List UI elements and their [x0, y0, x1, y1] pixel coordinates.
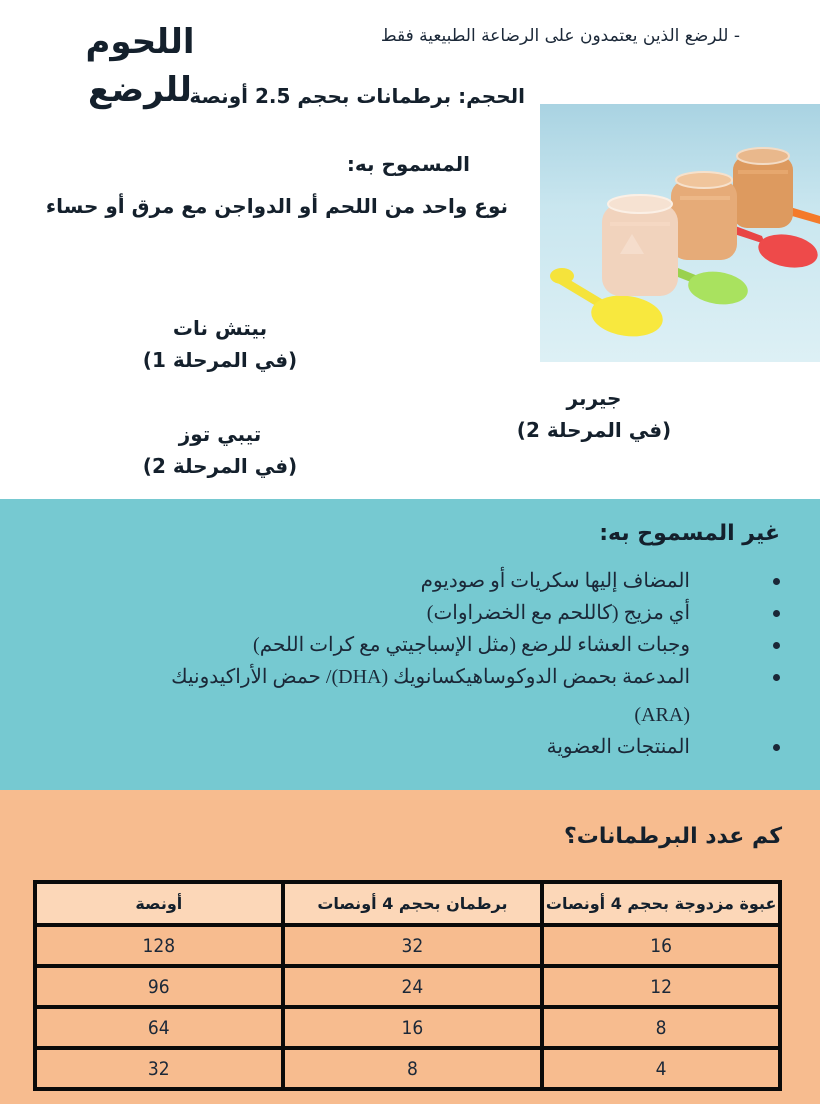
list-item-continuation: (ARA) — [634, 704, 690, 726]
allowed-text: نوع واحد من اللحم أو الدواجن مع مرق أو حساء — [45, 194, 508, 218]
jars-illustration — [540, 104, 820, 362]
list-item-text: المنتجات العضوية — [546, 736, 690, 758]
list-item — [2, 629, 782, 661]
table-cell: 16 — [283, 1007, 543, 1048]
table-cell: 8 — [542, 1007, 780, 1048]
list-item-text: المدعمة بحمض الدوكوساهيكسانويك (DHA)/ حمض الأراكيدونيك — [171, 666, 690, 688]
brand-tippytoes — [110, 418, 330, 482]
page-title: اللحوم للرضع — [85, 23, 195, 109]
jar-count-section — [0, 790, 820, 1104]
brand-stage: (في المرحلة 2) — [516, 418, 672, 442]
not-allowed-heading: غير المسموح به: — [599, 521, 780, 546]
list-item — [2, 731, 782, 763]
table-cell: 32 — [283, 925, 543, 966]
not-allowed-list — [2, 565, 782, 763]
column-header-double-pack: عبوة مزدوجة بحجم 4 أونصات — [542, 882, 780, 925]
table-cell: 4 — [542, 1048, 780, 1089]
bullet-icon — [773, 578, 780, 585]
list-item — [2, 565, 782, 597]
table-row — [35, 966, 780, 1007]
table-cell: 96 — [35, 966, 283, 1007]
list-item-text: وجبات العشاء للرضع (مثل الإسباجيتي مع كرات اللحم) — [253, 634, 690, 656]
brand-gerber — [484, 382, 704, 446]
brand-name: بيتش نات — [172, 316, 268, 340]
column-header-4oz-jar: برطمان بحجم 4 أونصات — [283, 882, 543, 925]
subtitle: - للرضع الذين يعتمدون على الرضاعة الطبيعية فقط — [380, 26, 740, 46]
table-cell: 24 — [283, 966, 543, 1007]
jar-count-heading: كم عدد البرطمانات؟ — [564, 824, 782, 849]
brand-name: جيربر — [566, 386, 622, 410]
size-info: الحجم: برطمانات بحجم 2.5 أونصة — [189, 84, 525, 108]
table-cell: 8 — [283, 1048, 543, 1089]
jar-count-table — [33, 880, 782, 1091]
table-cell: 12 — [542, 966, 780, 1007]
baby-food-jars-photo — [540, 104, 820, 362]
table-row — [35, 1007, 780, 1048]
table-cell: 128 — [35, 925, 283, 966]
bullet-icon — [773, 610, 780, 617]
list-item-text: أي مزيج (كاللحم مع الخضراوات) — [426, 602, 690, 624]
allowed-heading: المسموح به: — [346, 152, 470, 176]
not-allowed-section — [0, 499, 820, 790]
table-row — [35, 1048, 780, 1089]
brand-stage: (في المرحلة 1) — [142, 348, 298, 372]
list-item — [2, 597, 782, 629]
intro-section — [0, 0, 820, 499]
bullet-icon — [773, 642, 780, 649]
table-header-row — [35, 882, 780, 925]
bullet-icon — [773, 674, 780, 681]
list-item — [2, 661, 782, 731]
brand-beechnut — [110, 312, 330, 376]
bullet-icon — [773, 744, 780, 751]
table-row — [35, 925, 780, 966]
list-item-text: المضاف إليها سكريات أو صوديوم — [420, 570, 690, 592]
table-cell: 64 — [35, 1007, 283, 1048]
table-cell: 16 — [542, 925, 780, 966]
brand-name: تيبي توز — [178, 422, 262, 446]
column-header-ounces: أونصة — [35, 882, 283, 925]
brand-stage: (في المرحلة 2) — [142, 454, 298, 478]
table-cell: 32 — [35, 1048, 283, 1089]
